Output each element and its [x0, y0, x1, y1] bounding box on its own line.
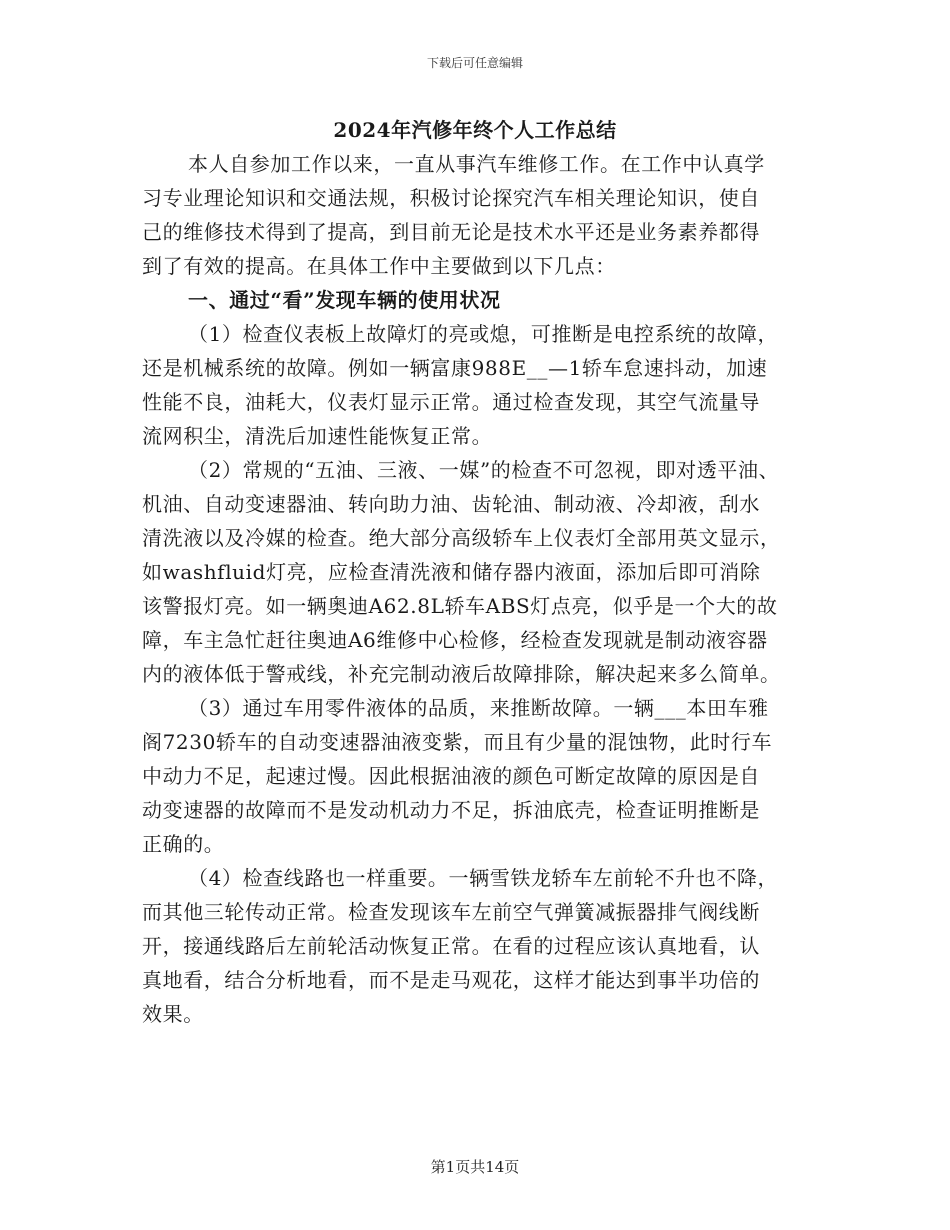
body-line: 该警报灯亮。如一辆奥迪A62.8L轿车ABS灯点亮，似乎是一个大的故 — [142, 594, 778, 618]
body-line: 性能不良，油耗大，仪表灯显示正常。通过检查发现，其空气流量导 — [142, 390, 760, 414]
body-line: 如washfluid灯亮，应检查清洗液和储存器内液面，添加后即可消除 — [142, 560, 761, 584]
body-line: 开，接通线路后左前轮活动恢复正常。在看的过程应该认真地看，认 — [142, 934, 760, 958]
body-line: 机油、自动变速器油、转向助力油、齿轮油、制动液、冷却液，刮水 — [142, 492, 760, 516]
body-line: （4）检查线路也一样重要。一辆雪铁龙轿车左前轮不升也不降， — [188, 866, 779, 890]
body-line: 流网积尘，清洗后加速性能恢复正常。 — [142, 424, 493, 448]
body-line: 阁7230轿车的自动变速器油液变紫，而且有少量的混蚀物，此时行车 — [142, 730, 773, 754]
body-line: 中动力不足，起速过慢。因此根据油液的颜色可断定故障的原因是自 — [142, 764, 760, 788]
document-body — [142, 147, 822, 1031]
body-line: 效果。 — [142, 1002, 204, 1026]
body-line: 己的维修技术得到了提高，到目前无论是技术水平还是业务素养都得 — [142, 220, 760, 244]
body-line: （1）检查仪表板上故障灯的亮或熄，可推断是电控系统的故障， — [188, 322, 779, 346]
body-line: 内的液体低于警戒线，补充完制动液后故障排除，解决起来多么简单。 — [142, 662, 781, 686]
body-line: 真地看，结合分析地看，而不是走马观花，这样才能达到事半功倍的 — [142, 968, 760, 992]
body-line: 正确的。 — [142, 832, 225, 856]
body-line: （3）通过车用零件液体的品质，来推断故障。一辆___本田车雅 — [188, 696, 769, 720]
body-line: 障，车主急忙赶往奥迪A6维修中心检修，经检查发现就是制动液容器 — [142, 628, 768, 652]
body-line: 习专业理论知识和交通法规，积极讨论探究汽车相关理论知识，使自 — [142, 186, 760, 210]
document-title: 2024年汽修年终个人工作总结 — [333, 118, 617, 142]
body-line: 清洗液以及冷媒的检查。绝大部分高级轿车上仪表灯全部用英文显示， — [142, 526, 781, 550]
page-footer: 第1页共14页 — [430, 1158, 520, 1176]
section-heading: 一、通过“看”发现车辆的使用状况 — [188, 288, 501, 312]
body-line: 还是机械系统的故障。例如一辆富康988E__—1轿车怠速抖动，加速 — [142, 356, 768, 380]
body-line: 而其他三轮传动正常。检查发现该车左前空气弹簧减振器排气阀线断 — [142, 900, 760, 924]
body-line: 本人自参加工作以来，一直从事汽车维修工作。在工作中认真学 — [188, 152, 765, 176]
body-line: （2）常规的“五油、三液、一媒”的检查不可忽视，即对透平油、 — [188, 458, 780, 482]
body-line: 动变速器的故障而不是发动机动力不足，拆油底壳，检查证明推断是 — [142, 798, 760, 822]
header-note: 下载后可任意编辑 — [426, 56, 523, 70]
body-line: 到了有效的提高。在具体工作中主要做到以下几点： — [142, 254, 616, 278]
